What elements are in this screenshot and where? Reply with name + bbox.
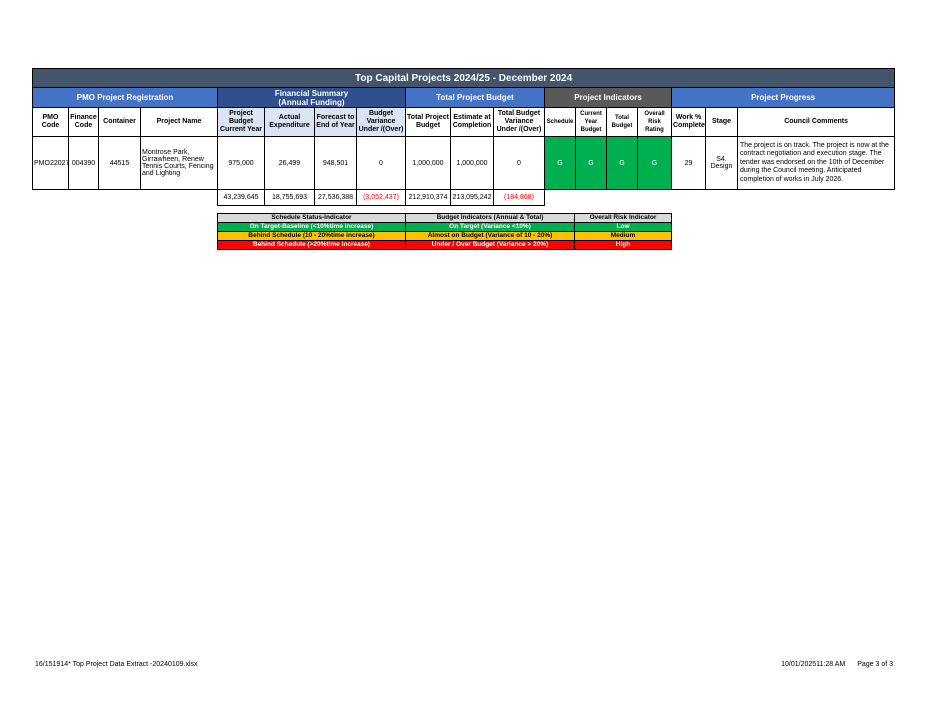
legend-header-risk: Overall Risk Indicator	[575, 214, 672, 223]
group-project-progress: Project Progress	[672, 88, 895, 108]
cell-work-complete: 29	[672, 137, 706, 190]
legend-risk-medium: Medium	[575, 232, 672, 241]
legend-risk-high: High	[575, 241, 672, 250]
cell-overall-risk-indicator: G	[638, 137, 672, 190]
cell-pmo-code: PMO22027	[33, 137, 69, 190]
total-forecast: 27,536,388	[315, 190, 357, 206]
header-current-year-budget: Current Year Budget	[576, 108, 607, 137]
cell-total-project-budget: 1,000,000	[406, 137, 451, 190]
header-schedule: Schedule	[545, 108, 576, 137]
legend-header-schedule: Schedule Status-Indicator	[218, 214, 406, 223]
legend-risk-low: Low	[575, 223, 672, 232]
footer-file-name: 16/151914* Top Project Data Extract -20240109.xlsx	[35, 661, 198, 668]
legend-budget-red: Under / Over Budget (Variance > 20%)	[406, 241, 575, 250]
header-project-budget: Project Budget Current Year	[218, 108, 265, 137]
total-estimate: 213,095,242	[451, 190, 494, 206]
report-sheet	[32, 68, 894, 206]
cell-total-budget-variance: 0	[494, 137, 545, 190]
projects-table	[32, 68, 895, 206]
legend-header-budget: Budget Indicators (Annual & Total)	[406, 214, 575, 223]
total-actual-expenditure: 18,755,693	[265, 190, 315, 206]
header-forecast: Forecast to End of Year	[315, 108, 357, 137]
totals-row	[33, 190, 895, 206]
total-total-budget-variance: (184,868)	[494, 190, 545, 206]
header-total-project-budget: Total Project Budget	[406, 108, 451, 137]
header-container: Container	[99, 108, 141, 137]
indicator-legend	[217, 213, 672, 250]
header-overall-risk: Overall Risk Rating	[638, 108, 672, 137]
group-project-indicators: Project Indicators	[545, 88, 672, 108]
header-actual-expenditure: Actual Expenditure	[265, 108, 315, 137]
cell-current-year-budget-indicator: G	[576, 137, 607, 190]
header-total-budget: Total Budget	[607, 108, 638, 137]
footer-right	[771, 661, 893, 668]
cell-forecast: 948,501	[315, 137, 357, 190]
header-finance-code: Finance Code	[69, 108, 99, 137]
group-pmo-registration: PMO Project Registration	[33, 88, 218, 108]
header-pmo-code: PMO Code	[33, 108, 69, 137]
legend-budget-green: On Target (Variance <10%)	[406, 223, 575, 232]
table-row	[33, 137, 895, 190]
legend-schedule-amber: Behind Schedule (10 - 20%time increase)	[218, 232, 406, 241]
cell-budget-variance: 0	[357, 137, 406, 190]
cell-project-budget: 975,000	[218, 137, 265, 190]
header-project-name: Project Name	[141, 108, 218, 137]
cell-container: 44515	[99, 137, 141, 190]
report-title: Top Capital Projects 2024/25 - December 2024	[33, 69, 895, 88]
header-total-budget-variance: Total Budget Variance Under /(Over)	[494, 108, 545, 137]
legend-budget-amber: Almost on Budget (Variance of 10 - 20%)	[406, 232, 575, 241]
header-estimate: Estimate at Completion	[451, 108, 494, 137]
total-total-project-budget: 212,910,374	[406, 190, 451, 206]
header-council-comments: Council Comments	[738, 108, 895, 137]
cell-finance-code: 004390	[69, 137, 99, 190]
cell-estimate: 1,000,000	[451, 137, 494, 190]
cell-schedule-indicator: G	[545, 137, 576, 190]
legend-schedule-green: On Target-Baseline (<10%time increase)	[218, 223, 406, 232]
cell-council-comments: The project is on track. The project is now at the contract negotiation and execution stage. The tender was endorsed on the 10th of December during the Council meeting. Anticipated completion of works in July 2026.	[738, 137, 895, 190]
group-financial-summary: Financial Summary (Annual Funding)	[218, 88, 406, 108]
legend-schedule-red: Behind Schedule (>20%time increase)	[218, 241, 406, 250]
total-budget-variance: (3,052,437)	[357, 190, 406, 206]
header-work-complete: Work % Complete	[672, 108, 706, 137]
total-project-budget: 43,239,645	[218, 190, 265, 206]
cell-total-budget-indicator: G	[607, 137, 638, 190]
header-budget-variance: Budget Variance Under /(Over)	[357, 108, 406, 137]
footer-datetime: 10/01/202511:28 AM	[781, 661, 846, 668]
cell-stage: S4. Design	[706, 137, 738, 190]
group-total-project-budget: Total Project Budget	[406, 88, 545, 108]
header-stage: Stage	[706, 108, 738, 137]
cell-project-name: Montrose Park, Girrawheen, Renew Tennis Courts, Fencing and Lighting	[141, 137, 218, 190]
cell-actual-expenditure: 26,499	[265, 137, 315, 190]
footer-page-number: Page 3 of 3	[857, 661, 893, 668]
